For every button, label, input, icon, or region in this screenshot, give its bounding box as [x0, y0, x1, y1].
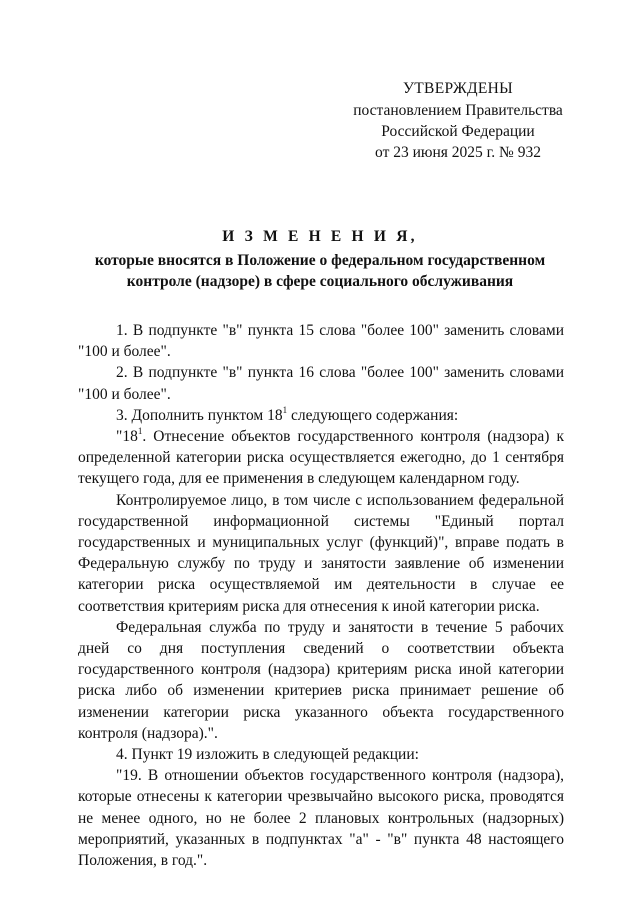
paragraph-6: Федеральная служба по труду и занятости в течение 5 рабочих дней со дня поступления сведений о соответствии объекта государственного контроля (надзора) критериям риска иной категории риска либо об изменении критериев риска принимает решение об изменении категории риска указанного объекта государственного контроля (надзора).". [78, 618, 564, 742]
paragraph-7: 4. Пункт 19 изложить в следующей редакции: [116, 746, 419, 764]
approval-details [338, 100, 578, 163]
subtitle-line-2: контроле (надзоре) в сфере социального обслуживания [126, 273, 514, 290]
paragraph-2: 2. В подпункте "в" пункта 16 слова "более 100" заменить словами "100 и более". [78, 364, 564, 403]
paragraph-3-superscript: 1 [282, 404, 288, 415]
paragraph-4-text-start: "18 [116, 428, 138, 446]
approval-line-3: от 23 июня 2025 г. № 932 [375, 144, 541, 161]
paragraph-8: "19. В отношении объектов государственного контроля (надзора), которые отнесены к категории чрезвычайно высокого риска, проводятся не менее одного, но не более 2 плановых контрольных (надзорных) мероприятий, указанных в подпунктах "а" - "в" пункта 48 настоящего Положения, в год.". [78, 767, 564, 870]
document-title: И З М Е Н Е Н И Я, [222, 228, 418, 245]
approval-block [338, 78, 578, 99]
paragraph-3-text-start: 3. Дополнить пунктом 18 [116, 406, 283, 424]
paragraph-3-text-end: следующего содержания: [287, 406, 459, 424]
paragraph-3 [78, 405, 564, 426]
paragraph-5: Контролируемое лицо, в том числе с использованием федеральной государственной информационной системы "Единый портал государственных и муниципальных услуг (функций)", вправе подать в Федеральную службу по труду и занятости заявление об изменении категории риска осуществляемой им деятельности в случае ее соответствия критериям риска для отнесения к иной категории риска. [78, 491, 564, 615]
subtitle-line-1: которые вносятся в Положение о федеральном государственном [94, 252, 546, 269]
approval-line-2: Российской Федерации [381, 123, 535, 140]
approval-line-1: постановлением Правительства [353, 102, 563, 119]
approval-heading: УТВЕРЖДЕНЫ [403, 80, 513, 97]
paragraph-4 [78, 426, 564, 490]
document-subtitle [78, 250, 562, 292]
paragraph-4-text-end: . Отнесение объектов государственного контроля (надзора) к определенной категории риска осуществляется ежегодно, до 1 сентября текущего года, для ее применения в следующем календарном году. [78, 428, 564, 488]
document-body [78, 320, 564, 871]
paragraph-4-superscript: 1 [137, 425, 143, 436]
paragraph-1: 1. В подпункте "в" пункта 15 слова "более 100" заменить словами "100 и более". [78, 322, 564, 361]
